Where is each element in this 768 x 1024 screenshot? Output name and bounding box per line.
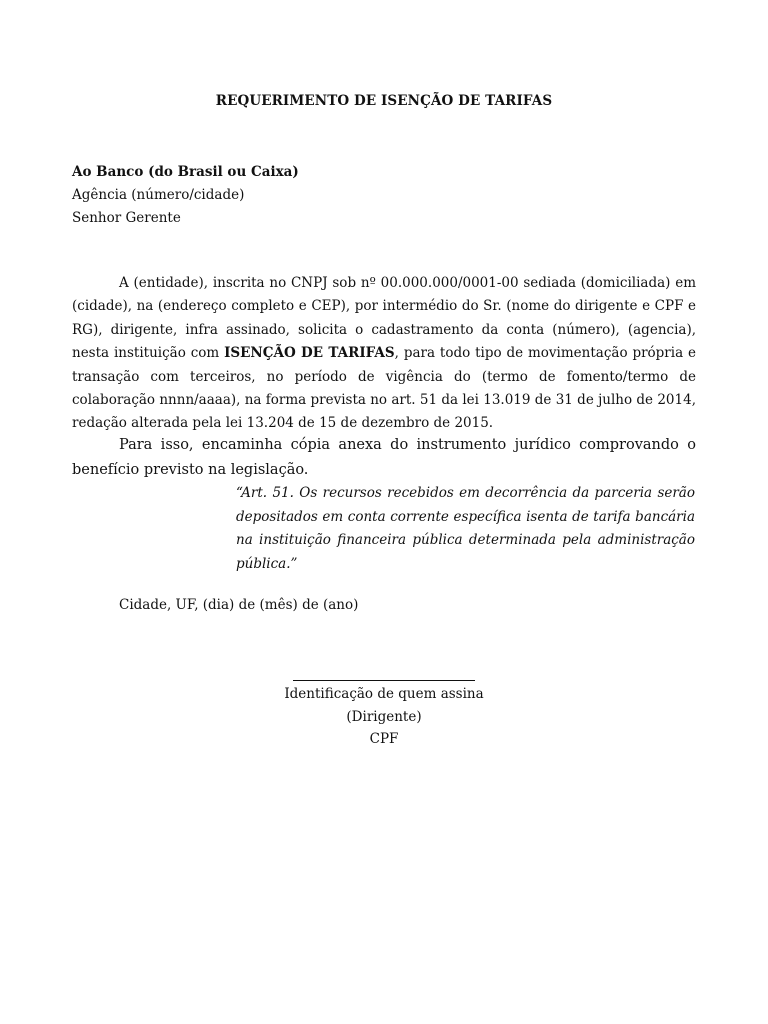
signature-line [293, 668, 475, 681]
request-paragraph [72, 272, 696, 436]
request-emphasis: ISENÇÃO DE TARIFAS [224, 345, 395, 362]
addressee-agency: Agência (número/cidade) [72, 187, 245, 203]
attachment-paragraph: Para isso, encaminha cópia anexa do instrumento jurídico comprovando o benefício previsto na legislação. [72, 437, 696, 478]
request-text-part2: , para todo tipo de movimentação própria e transação com terceiros, no período de vigência do (termo de fomento/termo de colaboração nnnn/aaaa), na forma prevista no art. 51 da lei 13.019 de 31 de julho de 2014, redação alterada pela lei 13.204 de 15 de dezembro de 2015. [72, 345, 696, 432]
signature-block [234, 668, 534, 751]
date-line: Cidade, UF, (dia) de (mês) de (ano) [119, 597, 359, 613]
signer-cpf: CPF [369, 731, 399, 747]
addressee-salutation: Senhor Gerente [72, 210, 181, 226]
addressee-block [72, 161, 299, 230]
law-quote: “Art. 51. Os recursos recebidos em decorrência da parceria serão depositados em conta corrente específica isenta de tarifa bancária na instituição financeira pública determinada pela administração pública.” [236, 485, 695, 572]
addressee-bank: Ao Banco (do Brasil ou Caixa) [72, 164, 299, 180]
request-text-part1: A (entidade), inscrita no CNPJ sob nº 00.000.000/0001-00 sediada (domiciliada) em (cidade), na (endereço completo e CEP), por intermédio do Sr. (nome do dirigente e CPF e RG), dirigente, infra assinado, solicita o cadastramento da conta (número), (agencia), nesta instituição com [72, 275, 696, 362]
signer-role: (Dirigente) [346, 708, 422, 725]
document-title: REQUERIMENTO DE ISENÇÃO DE TARIFAS [215, 93, 553, 109]
signer-identification: Identificação de quem assina [284, 686, 484, 702]
